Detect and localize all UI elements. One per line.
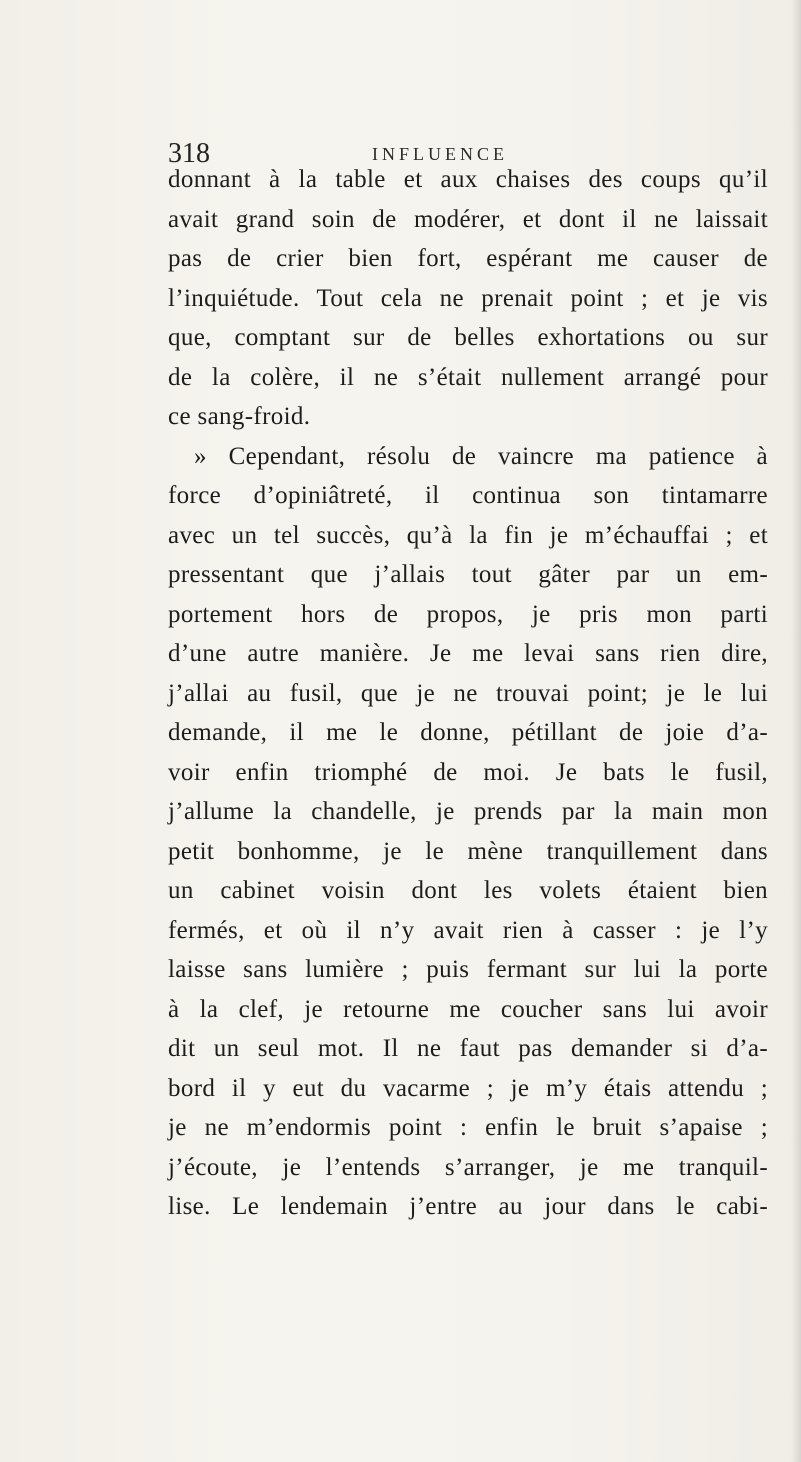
text-line: fermés, et où il n’y avait rien à casser : je l’y [168,916,768,944]
text-line: petit bonhomme, je le mène tranquillement dans [168,837,768,865]
text-line: » Cependant, résolu de vaincre ma patience à [194,442,768,470]
page-edge-shadow [791,0,801,1462]
text-line: portement hors de propos, je pris mon parti [168,600,768,628]
text-line: donnant à la table et aux chaises des coups qu’il [168,166,768,193]
text-line: avait grand soin de modérer, et dont il ne laissait [168,205,768,233]
text-line: à la clef, je retourne me coucher sans lui avoir [168,995,768,1023]
page-number: 318 [168,138,210,169]
text-line: force d’opiniâtreté, il continua son tintamarre [168,482,768,509]
text-line: que, comptant sur de belles exhortations ou sur [168,324,768,351]
text-line: d’une autre manière. Je me levai sans rien dire, [168,640,768,667]
text-line: pressentant que j’allais tout gâter par un em- [168,561,768,588]
text-line: je ne m’endormis point : enfin le bruit s’apaise ; [168,1114,768,1141]
text-line: laisse sans lumière ; puis fermant sur lui la porte [168,956,768,983]
text-line: j’écoute, je l’entends s’arranger, je me tranquil- [168,1153,768,1181]
text-line: pas de crier bien fort, espérant me causer de [168,245,768,272]
text-line: j’allai au fusil, que je ne trouvai point; je le lui [168,679,768,707]
text-line: un cabinet voisin dont les volets étaient bien [168,877,768,904]
text-line: de la colère, il ne s’était nullement arrangé pour [168,363,768,391]
running-head: INFLUENCE [372,144,508,164]
text-line: avec un tel succès, qu’à la fin je m’échauffai ; et [168,521,768,549]
text-line: voir enfin triomphé de moi. Je bats le fusil, [168,758,768,786]
text-line: bord il y eut du vacarme ; je m’y étais attendu ; [168,1074,768,1102]
body-text [168,160,768,1227]
text-line: dit un seul mot. Il ne faut pas demander si d’a- [168,1035,768,1062]
text-line: demande, il me le donne, pétillant de joie d’a- [168,719,768,746]
text-line: l’inquiétude. Tout cela ne prenait point ; et je vis [168,284,768,312]
text-line: j’allume la chandelle, je prends par la main mon [168,798,768,825]
text-line: ce sang-froid. [168,403,311,430]
text-line: lise. Le lendemain j’entre au jour dans le cabi- [168,1193,768,1220]
